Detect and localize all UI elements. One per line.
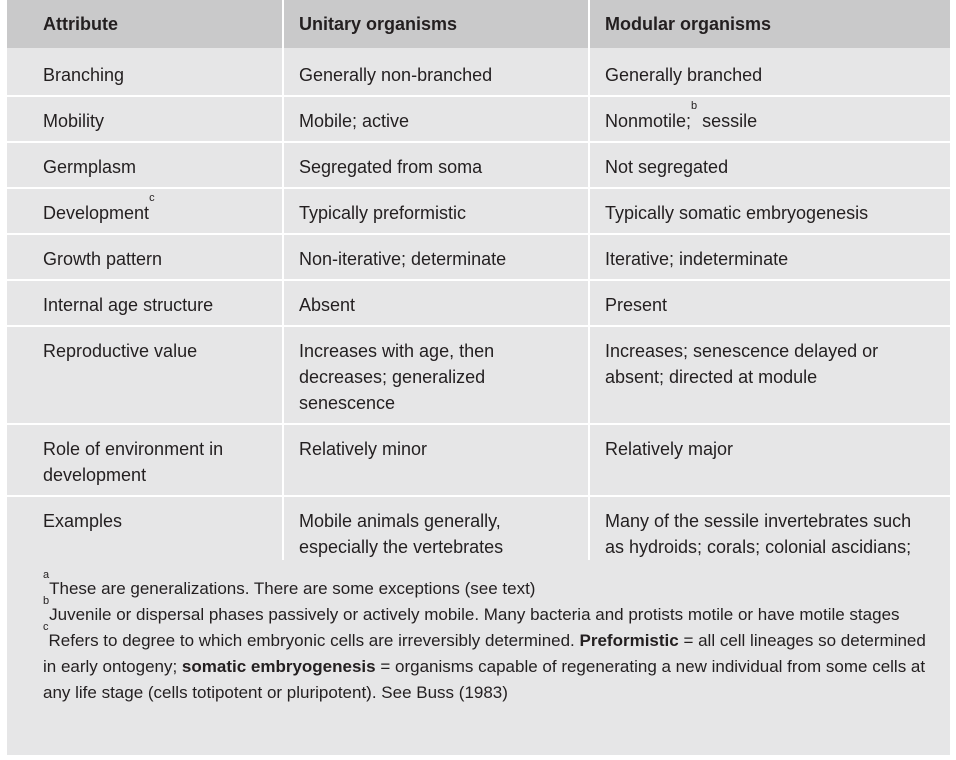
footnote-a-text: These are generalizations. There are some exceptions (see text) <box>49 579 536 598</box>
footnote-a <box>43 569 930 602</box>
cell-unitary: Increases with age, then decreases; generalized senescence <box>283 326 589 424</box>
table-row <box>7 188 950 234</box>
footnote-c <box>43 621 930 706</box>
cell-modular: Generally branched <box>589 48 950 96</box>
cell-unitary: Non-iterative; determinate <box>283 234 589 280</box>
table-row <box>7 280 950 326</box>
cell-modular: Relatively major <box>589 424 950 496</box>
attribute-text: Internal age structure <box>43 295 214 315</box>
cell-attribute <box>7 48 283 96</box>
footnote-c-term-preformistic: Preformistic <box>579 631 679 650</box>
cell-modular: Not segregated <box>589 142 950 188</box>
footnote-c-part3: = organisms capable of regenerating a new individual from some cells at any life stage (cells totipotent or pluripotent). See Buss (1983) <box>43 657 926 702</box>
table-body <box>7 48 950 603</box>
footnote-marker-b: b <box>43 595 50 607</box>
comparison-table <box>7 0 950 603</box>
cell-modular: Typically somatic embryogenesis <box>589 188 950 234</box>
cell-unitary: Relatively minor <box>283 424 589 496</box>
cell-modular: Increases; senescence delayed or absent; directed at module <box>589 326 950 424</box>
comparison-table-container <box>7 0 950 603</box>
table-row <box>7 424 950 496</box>
cell-modular <box>589 96 950 142</box>
header-unitary-organisms: Unitary organisms <box>283 0 589 48</box>
attribute-text: Development <box>43 203 150 223</box>
table-row <box>7 96 950 142</box>
footnote-b <box>43 595 930 628</box>
table-row <box>7 48 950 96</box>
cell-unitary: Mobile; active <box>283 96 589 142</box>
footnote-reference: c <box>149 192 155 204</box>
cell-unitary: Absent <box>283 280 589 326</box>
table-row <box>7 326 950 424</box>
cell-attribute <box>7 326 283 424</box>
header-modular-organisms: Modular organisms <box>589 0 950 48</box>
cell-attribute <box>7 142 283 188</box>
cell-modular: Present <box>589 280 950 326</box>
attribute-text: Growth pattern <box>43 249 163 269</box>
cell-unitary: Typically preformistic <box>283 188 589 234</box>
cell-attribute <box>7 234 283 280</box>
attribute-text: Germplasm <box>43 157 137 177</box>
cell-unitary: Generally non-branched <box>283 48 589 96</box>
attribute-text: Mobility <box>43 111 105 131</box>
footnotes <box>7 560 950 755</box>
cell-attribute <box>7 424 283 496</box>
cell-attribute <box>7 280 283 326</box>
header-attribute: Attribute <box>7 0 283 48</box>
header-row <box>7 0 950 48</box>
cell-modular: Many of the sessile invertebrates such as hydroids; corals; colonial ascidians; <box>589 496 950 603</box>
footnote-b-text: Juvenile or dispersal phases passively or actively mobile. Many bacteria and protists motile or have motile stages <box>49 605 900 624</box>
table-row <box>7 234 950 280</box>
modular-text-post: sessile <box>697 111 758 131</box>
footnote-marker-a: a <box>43 569 50 581</box>
cell-attribute <box>7 96 283 142</box>
attribute-text: Role of environment in development <box>43 439 224 485</box>
attribute-text: Examples <box>43 511 123 531</box>
table-row <box>7 142 950 188</box>
cell-attribute <box>7 188 283 234</box>
footnote-reference: b <box>691 100 698 112</box>
footnote-c-part1: Refers to degree to which embryonic cells are irreversibly determined. <box>48 631 580 650</box>
attribute-text: Reproductive value <box>43 341 198 361</box>
footnote-c-part2: = all cell lineages so determined in early ontogeny; <box>43 631 926 676</box>
attribute-text: Branching <box>43 65 125 85</box>
cell-unitary: Segregated from soma <box>283 142 589 188</box>
footnote-c-term-somatic-embryogenesis: somatic embryogenesis <box>181 657 376 676</box>
cell-modular: Iterative; indeterminate <box>589 234 950 280</box>
footnote-marker-c: c <box>43 621 49 633</box>
modular-text-pre: Nonmotile; <box>605 111 692 131</box>
cell-unitary: Mobile animals generally, especially the vertebrates <box>283 496 589 603</box>
